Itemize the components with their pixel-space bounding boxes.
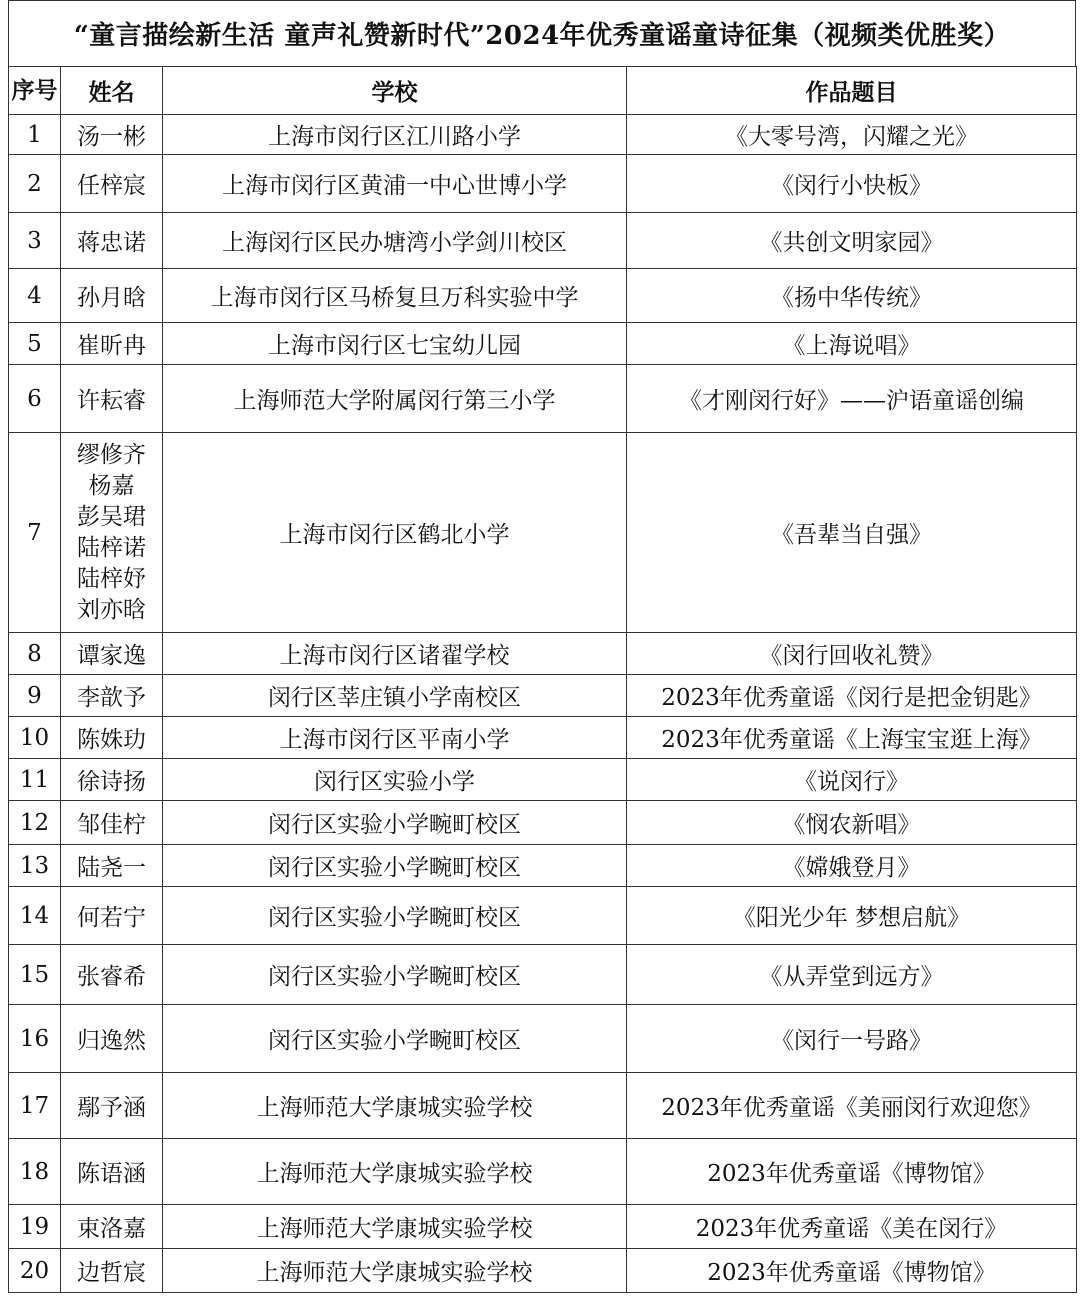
row-name: 崔昕冉	[61, 323, 163, 365]
row-school: 上海师范大学康城实验学校	[163, 1249, 627, 1293]
student-name: 陆梓诺	[77, 534, 146, 561]
row-seq: 13	[9, 845, 61, 887]
row-name: 李歆予	[61, 675, 163, 717]
row-seq: 8	[9, 633, 61, 675]
row-work: 《阳光少年 梦想启航》	[627, 887, 1077, 945]
table-row	[9, 1139, 1077, 1205]
table-row	[9, 1073, 1077, 1139]
table-row	[9, 633, 1077, 675]
table-row	[9, 759, 1077, 801]
row-school: 上海闵行区民办塘湾小学剑川校区	[163, 213, 627, 269]
row-work: 2023年优秀童谣《博物馆》	[627, 1249, 1077, 1293]
row-work: 《闵行一号路》	[627, 1005, 1077, 1073]
row-seq: 11	[9, 759, 61, 801]
row-name: 边哲宸	[61, 1249, 163, 1293]
row-name: 何若宁	[61, 887, 163, 945]
row-seq: 20	[9, 1249, 61, 1293]
row-work: 《说闵行》	[627, 759, 1077, 801]
row-name	[61, 433, 163, 633]
row-school: 闵行区实验小学畹町校区	[163, 945, 627, 1005]
table-row	[9, 1249, 1077, 1293]
row-seq: 2	[9, 155, 61, 213]
page-title: “童言描绘新生活 童声礼赞新时代”2024年优秀童谣童诗征集（视频类优胜奖）	[73, 21, 1011, 51]
row-seq: 16	[9, 1005, 61, 1073]
row-work: 《大零号湾，闪耀之光》	[627, 115, 1077, 155]
table-row	[9, 155, 1077, 213]
row-name: 汤一彬	[61, 115, 163, 155]
row-school: 闵行区实验小学畹町校区	[163, 801, 627, 845]
table-row	[9, 323, 1077, 365]
table-row	[9, 945, 1077, 1005]
row-school: 上海市闵行区黄浦一中心世博小学	[163, 155, 627, 213]
row-school: 上海师范大学康城实验学校	[163, 1073, 627, 1139]
row-work: 2023年优秀童谣《博物馆》	[627, 1139, 1077, 1205]
row-work: 《共创文明家园》	[627, 213, 1077, 269]
row-name: 徐诗扬	[61, 759, 163, 801]
row-work: 《嫦娥登月》	[627, 845, 1077, 887]
table-row	[9, 717, 1077, 759]
row-school: 上海市闵行区鹤北小学	[163, 433, 627, 633]
row-seq: 7	[9, 433, 61, 633]
row-school: 闵行区实验小学畹町校区	[163, 887, 627, 945]
row-seq: 9	[9, 675, 61, 717]
row-work: 2023年优秀童谣《美在闵行》	[627, 1205, 1077, 1249]
row-school: 上海师范大学附属闵行第三小学	[163, 365, 627, 433]
header-work: 作品题目	[627, 67, 1077, 115]
row-seq: 18	[9, 1139, 61, 1205]
row-school: 上海师范大学康城实验学校	[163, 1205, 627, 1249]
student-name: 刘亦晗	[77, 596, 146, 623]
row-name: 蒋忠诺	[61, 213, 163, 269]
row-school: 上海市闵行区平南小学	[163, 717, 627, 759]
row-school: 闵行区莘庄镇小学南校区	[163, 675, 627, 717]
table-row	[9, 675, 1077, 717]
row-name: 任梓宸	[61, 155, 163, 213]
row-work: 《闵行回收礼赞》	[627, 633, 1077, 675]
row-seq: 5	[9, 323, 61, 365]
award-table	[8, 66, 1077, 1293]
row-seq: 19	[9, 1205, 61, 1249]
row-seq: 14	[9, 887, 61, 945]
row-work: 《从弄堂到远方》	[627, 945, 1077, 1005]
row-school: 闵行区实验小学畹町校区	[163, 1005, 627, 1073]
row-work: 《扬中华传统》	[627, 269, 1077, 323]
row-school: 上海市闵行区诸翟学校	[163, 633, 627, 675]
table-row	[9, 801, 1077, 845]
row-name: 陈姝玏	[61, 717, 163, 759]
row-seq: 15	[9, 945, 61, 1005]
row-seq: 6	[9, 365, 61, 433]
table-row	[9, 1005, 1077, 1073]
table-row	[9, 269, 1077, 323]
row-work: 《吾辈当自强》	[627, 433, 1077, 633]
row-work: 《闵行小快板》	[627, 155, 1077, 213]
row-seq: 1	[9, 115, 61, 155]
row-name: 陆尧一	[61, 845, 163, 887]
row-seq: 3	[9, 213, 61, 269]
table-row	[9, 1205, 1077, 1249]
title-bar	[8, 0, 1076, 66]
row-seq: 12	[9, 801, 61, 845]
student-name: 杨嘉	[88, 472, 135, 499]
row-school: 闵行区实验小学畹町校区	[163, 845, 627, 887]
header-seq: 序号	[9, 67, 61, 115]
row-seq: 4	[9, 269, 61, 323]
row-school: 上海市闵行区马桥复旦万科实验中学	[163, 269, 627, 323]
row-seq: 10	[9, 717, 61, 759]
table-row	[9, 845, 1077, 887]
row-name: 陈语涵	[61, 1139, 163, 1205]
row-work: 《上海说唱》	[627, 323, 1077, 365]
table-row	[9, 213, 1077, 269]
row-work: 2023年优秀童谣《上海宝宝逛上海》	[627, 717, 1077, 759]
row-name: 许耘睿	[61, 365, 163, 433]
table-row	[9, 115, 1077, 155]
row-work: 《悯农新唱》	[627, 801, 1077, 845]
row-name: 鄢予涵	[61, 1073, 163, 1139]
row-work: 2023年优秀童谣《闵行是把金钥匙》	[627, 675, 1077, 717]
row-school: 上海市闵行区七宝幼儿园	[163, 323, 627, 365]
row-school: 上海师范大学康城实验学校	[163, 1139, 627, 1205]
student-name: 彭吴珺	[77, 503, 146, 530]
table-body	[9, 115, 1077, 1293]
row-name: 束洛嘉	[61, 1205, 163, 1249]
row-name: 谭家逸	[61, 633, 163, 675]
row-school: 闵行区实验小学	[163, 759, 627, 801]
row-work: 《才刚闵行好》——沪语童谣创编	[627, 365, 1077, 433]
student-name: 缪修齐	[77, 441, 146, 468]
student-name: 陆梓妤	[77, 565, 146, 592]
header-row	[9, 67, 1077, 115]
table-row	[9, 887, 1077, 945]
row-work: 2023年优秀童谣《美丽闵行欢迎您》	[627, 1073, 1077, 1139]
header-name: 姓名	[61, 67, 163, 115]
row-seq: 17	[9, 1073, 61, 1139]
row-school: 上海市闵行区江川路小学	[163, 115, 627, 155]
row-name: 张睿希	[61, 945, 163, 1005]
row-name: 邹佳柠	[61, 801, 163, 845]
row-name: 归逸然	[61, 1005, 163, 1073]
header-school: 学校	[163, 67, 627, 115]
row-name: 孙月晗	[61, 269, 163, 323]
table-row	[9, 433, 1077, 633]
table-row	[9, 365, 1077, 433]
